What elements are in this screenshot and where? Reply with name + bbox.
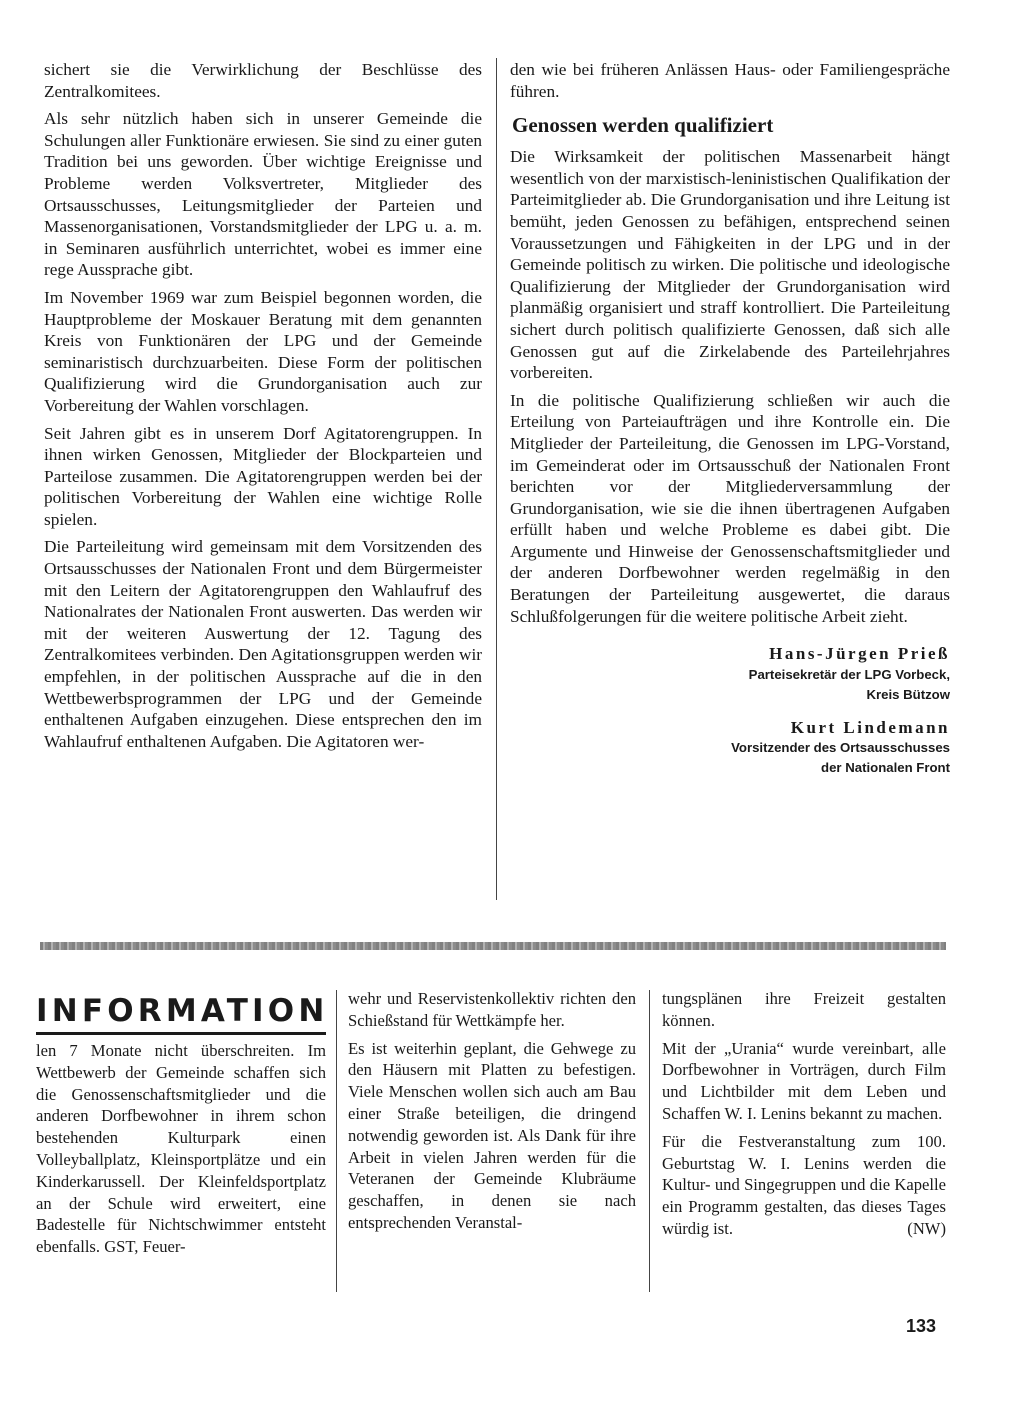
- author-name: Hans-Jürgen Prieß: [769, 644, 950, 664]
- paragraph: Die Wirksamkeit der politischen Massenarbeit hängt wesentlich von der marxistisch-leninistischen Qualifikation der Parteimitglieder ab. Die Grundorganisation und ihre Leitung ist bemüht, jeden Genossen zu befähigen, entsprechend seinen Voraussetzungen und Fähigkeiten in der LPG und in der Gemeinde politisch zu wirken. Die politische und ideologische Qualifizierung der Mitglieder der Grundorganisation wird planmäßig organisiert und straff kontrolliert. Die Parteileitung sichert durch politisch qualifizierte Genossen, daß sich alle Genossen gut auf die Zirkelabende des Parteilehrjahres vorbereiten.: [510, 147, 950, 383]
- column-divider: [336, 990, 337, 1292]
- section-separator: [40, 942, 946, 950]
- source-credit: (NW): [907, 1218, 946, 1238]
- author-location: Kreis Bützow: [866, 686, 950, 702]
- section-heading: Genossen werden qualifiziert: [512, 113, 774, 138]
- paragraph: len 7 Monate nicht überschreiten. Im Wettbewerb der Gemeinde schaffen sich die Genossenschaftsmitglieder und die anderen Dorfbewohner in ihrem schon bestehenden Kulturpark einen Volleyballplatz, Kleinsportplätze und ein Kinderkarussell. Der Kleinfeldsportplatz an der Schule wird erweitert, eine Badestelle für Nichtschwimmer entsteht ebenfalls. GST, Feuer-: [36, 1041, 326, 1257]
- information-column-1: [36, 1040, 326, 1264]
- information-column-3: [662, 988, 946, 1246]
- author-name: Kurt Lindemann: [790, 717, 950, 737]
- author-role: Parteisekretär der LPG Vorbeck,: [748, 666, 950, 682]
- paragraph: Im November 1969 war zum Beispiel begonnen worden, die Hauptprobleme der Moskauer Beratung mit dem genannten Kreis von Funktionären der LPG und der Gemeinde seminaristisch durchzuarbeiten. Diese Form der politischen Qualifizierung wird die Grundorganisation auch zur Vorbereitung der Wahlen vorschlagen.: [44, 287, 482, 415]
- paragraph: [662, 1131, 946, 1240]
- paragraph: Seit Jahren gibt es in unserem Dorf Agitatorengruppen. In ihnen wirken Genossen, Mitglieder der Blockparteien und Parteilose zusammen. Die Agitatorengruppen werden bei der politischen Vorbereitung der Wahlen eine wichtige Rolle spielen.: [44, 423, 482, 529]
- information-column-2: [348, 988, 636, 1240]
- paragraph: tungsplänen ihre Freizeit gestalten können.: [662, 989, 946, 1030]
- signature-block: [510, 643, 950, 705]
- page-number: 133: [906, 1316, 937, 1336]
- author-role: der Nationalen Front: [821, 760, 950, 776]
- article-column-right: [510, 59, 950, 790]
- paragraph-text: Für die Festveranstaltung zum 100. Geburtstag W. I. Lenins werden die Kultur- und Singegruppen und die Kapelle ein Programm gestalten, das dieses Tages würdig ist.: [662, 1131, 946, 1238]
- paragraph: den wie bei früheren Anlässen Haus- oder Familiengespräche führen.: [510, 60, 950, 101]
- paragraph: Die Parteileitung wird gemeinsam mit dem Vorsitzenden des Ortsausschusses der Nationalen Front und dem Bürgermeister mit den Leitern der Agitatorengruppen den Wahlaufruf des Nationalrates der Nationalen Front auswerten. Das werden wir mit der weiteren Auswertung der 12. Tagung des Zentralkomitees verbinden. Den Agitationsgruppen werden wir empfehlen, in der politischen Aussprache auf die in den Wettbewerbsprogrammen der LPG und der Gemeinde enthaltenen Aufgaben einzugehen. Diese entsprechen den im Wahlaufruf enthaltenen Aufgaben. Die Agitatoren wer-: [44, 537, 482, 751]
- paragraph: Es ist weiterhin geplant, die Gehwege zu den Häusern mit Platten zu befestigen. Viele Menschen wollen sich auch am Bau einer Straße beteiligen, die dringend notwendig geworden ist. Als Dank für ihre Arbeit in vielen Jahren werden für die Veteranen der Gemeinde Klubräume geschaffen, in denen sie nach entsprechenden Veranstal-: [348, 1038, 636, 1232]
- author-role: Vorsitzender des Ortsausschusses: [731, 740, 950, 756]
- paragraph: Mit der „Urania“ wurde vereinbart, alle Dorfbewohner in Vorträgen, durch Film und Lichtbilder mit dem Leben und Schaffen W. I. Lenins bekannt zu machen.: [662, 1038, 946, 1123]
- signature-block: [510, 717, 950, 779]
- paragraph: wehr und Reservistenkollektiv richten den Schießstand für Wettkämpfe her.: [348, 989, 636, 1030]
- paragraph: sichert sie die Verwirklichung der Beschlüsse des Zentralkomitees.: [44, 60, 482, 101]
- column-divider: [649, 990, 650, 1292]
- column-divider: [496, 58, 497, 900]
- paragraph: Als sehr nützlich haben sich in unserer Gemeinde die Schulungen aller Funktionäre erwiesen. Sie sind zu einer guten Tradition bei uns geworden. Über wichtige Ereignisse und Probleme werden Volksvertreter, Mitglieder des Ortsausschusses, Leitungsmitglieder der Parteien und Massenorganisationen, Vorstandsmitglieder der LPG u. a. m. in Seminaren ausführlich unterrichtet, wobei es immer eine rege Aussprache gibt.: [44, 109, 482, 280]
- article-column-left: [44, 59, 482, 758]
- paragraph: In die politische Qualifizierung schließen wir auch die Erteilung von Parteiaufträgen und ihre Kontrolle ein. Die Mitglieder der Parteileitung, die Genossen im LPG-Vorstand, im Gemeinderat oder im Ortsausschuß der Nationalen Front berichten vor der Mitgliederversammlung der Grundorganisation, wie sie die ihnen übertragenen Aufgaben erfüllt haben und welche Probleme es dabei gibt. Die Argumente und Hinweise der Genossenschaftsmitglieder und der anderen Dorfbewohner werden regelmäßig in den Beratungen der Parteileitung ausgewertet, die daraus Schlußfolgerungen für die weitere politische Arbeit zieht.: [510, 390, 950, 626]
- information-heading: INFORMATION: [36, 992, 326, 1035]
